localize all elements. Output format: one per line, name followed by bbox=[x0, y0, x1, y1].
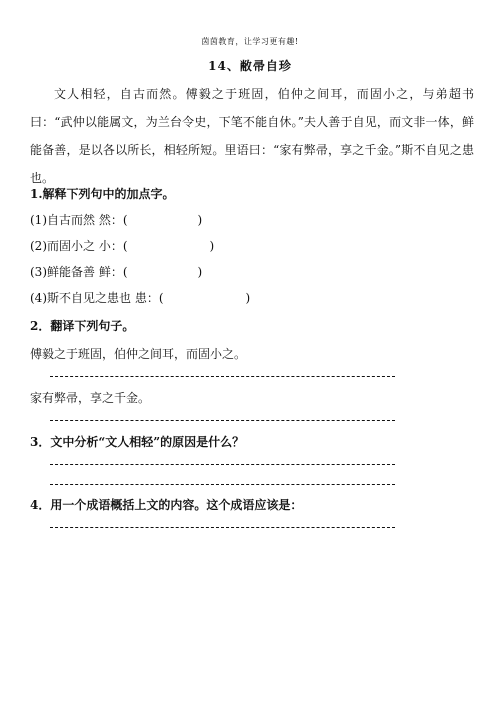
passage-text: 文人相轻，自古而然。傅毅之于班固，伯仲之间耳，而固小之，与弟超书曰：“武仲以能属文，为兰台令史，下笔不能自休。”夫人善于自见，而文非一体，鲜能备善，是以各以所长，相轻所短。里语曰：“家有弊帚，享之千金。”斯不自见之患也。 bbox=[30, 87, 474, 185]
page-header: 茵茵教育，让学习更有趣! bbox=[201, 37, 299, 46]
question-4-heading: 4．用一个成语概括上文的内容。这个成语应该是： bbox=[30, 498, 303, 512]
question-2-sentence-1: 傅毅之于班固，伯仲之间耳，而固小之。 bbox=[30, 347, 247, 361]
question-2-sentence-2: 家有弊帚，享之千金。 bbox=[30, 391, 151, 405]
question-1-item-1 bbox=[30, 212, 202, 228]
item-label: (4)斯不自见之患也 患：( bbox=[30, 291, 164, 305]
question-1-item-3 bbox=[30, 264, 202, 280]
item-close-paren: ) bbox=[245, 291, 251, 305]
item-label: (2)而固小之 小：( bbox=[30, 239, 128, 253]
question-3-heading: 3．文中分析“文人相轻”的原因是什么？ bbox=[30, 435, 245, 449]
answer-line[interactable] bbox=[50, 464, 395, 465]
answer-line[interactable] bbox=[50, 376, 395, 377]
answer-line[interactable] bbox=[50, 527, 395, 528]
question-1-item-2 bbox=[30, 238, 214, 254]
answer-line[interactable] bbox=[50, 420, 395, 421]
item-label: (1)自古而然 然：( bbox=[30, 213, 128, 227]
lesson-title: 14、敝帚自珍 bbox=[208, 59, 292, 73]
answer-line[interactable] bbox=[50, 484, 395, 485]
question-1-heading: 1.解释下列句中的加点字。 bbox=[30, 187, 175, 201]
question-2-heading: 2．翻译下列句子。 bbox=[30, 319, 135, 333]
item-label: (3)鲜能备善 鲜：( bbox=[30, 265, 128, 279]
question-1-item-4 bbox=[30, 290, 250, 306]
item-close-paren: ) bbox=[197, 265, 203, 279]
item-close-paren: ) bbox=[209, 239, 215, 253]
item-close-paren: ) bbox=[197, 213, 203, 227]
